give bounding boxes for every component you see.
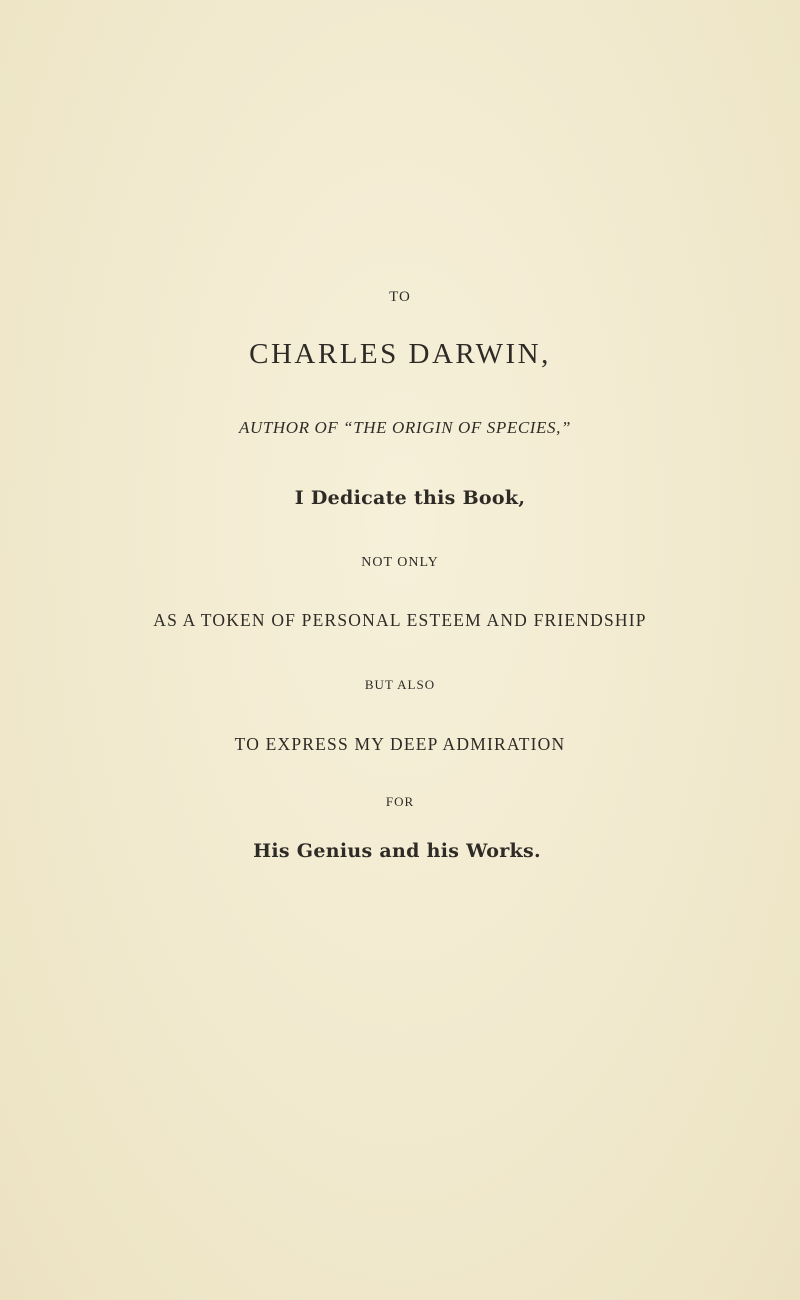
express-admiration-text: TO EXPRESS MY DEEP ADMIRATION [234,734,566,754]
token-of-esteem-text: AS A TOKEN OF PERSONAL ESTEEM AND FRIENDSHIP [153,610,647,630]
for-text: FOR [385,794,415,809]
dedicatee-name: CHARLES DARWIN, [249,338,551,370]
genius-and-works-text: His Genius and his Works. [253,840,541,862]
dedicatee-author-line: AUTHOR OF “THE ORIGIN OF SPECIES,” [238,418,572,437]
dedicate-statement: I Dedicate this Book, [294,487,526,509]
not-only-text: NOT ONLY [361,555,439,570]
dedication-to: TO [389,289,411,305]
but-also-text: BUT ALSO [364,677,436,692]
